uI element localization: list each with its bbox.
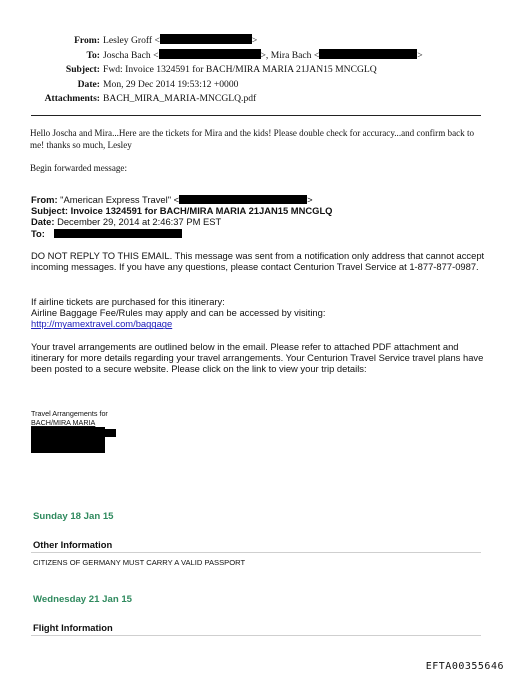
travel-arrangements-label: Travel Arrangements for BACH/MIRA MARIA xyxy=(31,409,108,427)
subject-label: Subject: xyxy=(65,64,100,76)
redaction-box xyxy=(54,229,182,238)
from-value: Lesley Groff < > xyxy=(103,35,258,46)
baggage-line-1: If airline tickets are purchased for this itinerary: xyxy=(31,296,225,307)
header-subject-row xyxy=(0,63,512,78)
no-reply-notice: DO NOT REPLY TO THIS EMAIL. This message was sent from a notification only address that cannot accept incoming messages. If you have any questions, please contact Centurion Travel Service at 1-877-877-0987. xyxy=(31,250,485,273)
from-label: From: xyxy=(74,35,100,46)
redaction-box xyxy=(31,427,105,453)
attachments-label: Attachments: xyxy=(44,93,100,105)
redaction-box xyxy=(105,429,116,437)
document-id: EFTA00355646 xyxy=(425,661,504,672)
subject-value: Fwd: Invoice 1324591 for BACH/MIRA MARIA 21JAN15 MNCGLQ xyxy=(103,64,377,76)
forwarded-header xyxy=(31,194,491,239)
baggage-link[interactable]: http://myamextravel.com/baggage xyxy=(31,318,173,330)
to-value: Joscha Bach < >, Mira Bach < > xyxy=(103,49,423,61)
greeting-text: Hello Joscha and Mira...Here are the tickets for Mira and the kids! Please double check for accuracy...and confirm back to me! thanks so much, Lesley xyxy=(30,128,475,150)
date-label: Date: xyxy=(77,78,100,90)
fwd-to-row: To: xyxy=(31,228,491,239)
header-divider xyxy=(31,115,481,116)
to-label: To: xyxy=(86,49,100,61)
fwd-date-row: Date: December 29, 2014 at 2:46:37 PM EST xyxy=(31,216,222,228)
header-attachments-row xyxy=(0,92,512,107)
day-heading-2: Wednesday 21 Jan 15 xyxy=(33,594,133,605)
baggage-line-2: Airline Baggage Fee/Rules may apply and can be accessed by visiting: xyxy=(31,307,326,319)
header-date-row xyxy=(0,78,512,93)
date-value: Mon, 29 Dec 2014 19:53:12 +0000 xyxy=(103,78,239,90)
section-divider xyxy=(31,552,481,553)
email-header xyxy=(0,34,512,107)
redaction-box xyxy=(160,34,252,44)
baggage-info xyxy=(31,296,491,330)
redaction-box xyxy=(179,195,307,204)
fwd-subject-row: Subject: Invoice 1324591 for BACH/MIRA MARIA 21JAN15 MNCGLQ xyxy=(31,205,333,217)
passport-notice: CITIZENS OF GERMANY MUST CARRY A VALID PASSPORT xyxy=(33,558,246,567)
redaction-box xyxy=(159,49,261,59)
redaction-box xyxy=(319,49,417,59)
fwd-from-row: From: "American Express Travel" < > xyxy=(31,194,313,205)
other-information-title: Other Information xyxy=(33,539,113,550)
header-from-row xyxy=(0,34,512,49)
day-heading-1: Sunday 18 Jan 15 xyxy=(33,511,114,522)
begin-forwarded-text: Begin forwarded message: xyxy=(30,163,127,173)
header-to-row xyxy=(0,49,512,64)
flight-information-title: Flight Information xyxy=(33,622,113,633)
arrangements-text: Your travel arrangements are outlined below in the email. Please refer to attached PDF attachment and itinerary for more details regarding your travel arrangements. Your Centurion Travel Service travel plans have been posted to a secure website. Please click on the link to view your trip details: xyxy=(31,341,484,375)
section-divider xyxy=(31,635,481,636)
attachment-link[interactable]: BACH_MIRA_MARIA-MNCGLQ.pdf xyxy=(103,93,257,105)
